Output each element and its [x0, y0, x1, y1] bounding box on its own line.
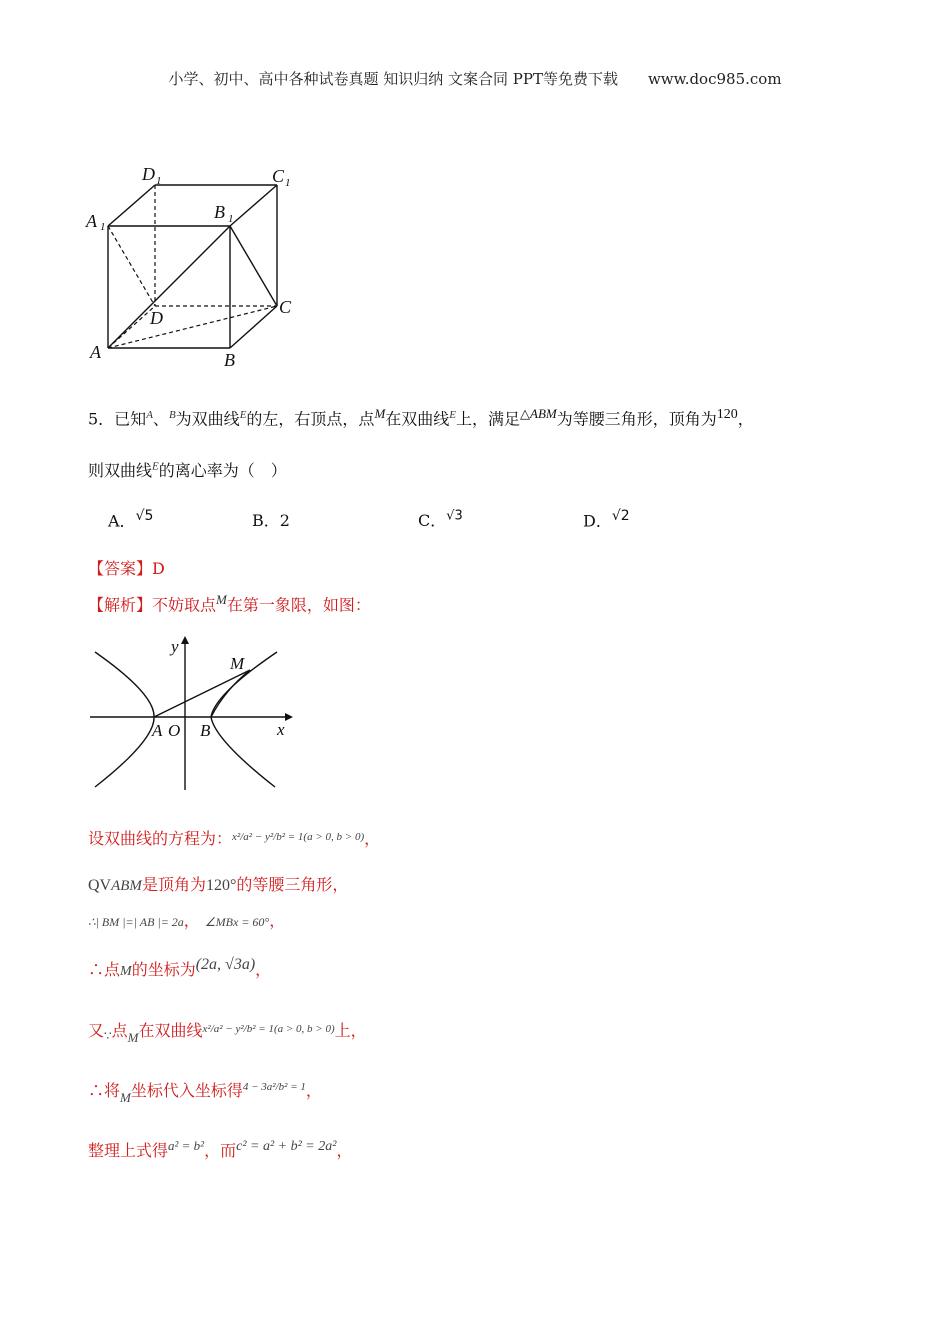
hidden-AC: [108, 306, 277, 348]
label-C1: C: [272, 166, 285, 186]
label-D1-sub: 1: [156, 175, 162, 187]
label-B1-sub: 1: [228, 213, 234, 225]
label-D: D: [150, 308, 163, 328]
hyperbola-figure: [85, 632, 300, 797]
point-label-O: O: [168, 721, 181, 740]
label-D1: D: [142, 164, 155, 184]
label-B1: B: [214, 202, 225, 222]
option-d[interactable]: D．$^{√2}$: [583, 508, 630, 531]
label-A: A: [90, 342, 101, 362]
point-label-A: A: [152, 721, 163, 740]
hidden-A1D: [108, 226, 155, 306]
step-6: ∴将$_M$坐标代入坐标得$^{4 - 3a^2/b^2 = 1}$，: [88, 1081, 322, 1105]
point-label-B: B: [200, 721, 211, 740]
question-line-1: 5．已知$^A$、$^B$为双曲线$^E$的左，右顶点，点$^M$在双曲线$^E$上，满足$^{\triangle ABM}$为等腰三角形，顶角为$^{120}$，: [88, 406, 754, 429]
label-C1-sub: 1: [285, 177, 291, 189]
option-b[interactable]: B．2: [252, 511, 290, 530]
point-label-M: M: [230, 654, 245, 673]
question-line-2: 则双曲线$^E$的离心率为（ ）: [88, 460, 287, 480]
label-A1-sub: 1: [100, 221, 106, 233]
y-axis-arrow: [181, 636, 189, 644]
label-A1: A: [86, 211, 97, 231]
step-7: 整理上式得$^{a^2 = b^2}$，而c² = a² + b² = 2a²，: [88, 1138, 353, 1160]
label-B: B: [224, 350, 235, 370]
step-3: ∴| BM |=| AB |= 2a， ∠MBx = 60°，: [88, 911, 286, 930]
diag-AB1: [108, 226, 230, 348]
x-axis-arrow: [285, 713, 293, 721]
triangle-ABM: △ABM: [520, 406, 557, 421]
step-1: 设双曲线的方程为：$^{x^2/a^2 - y^2/b^2 = 1(a > 0, b > 0)}$，: [88, 829, 381, 848]
answer-line: 【答案】D: [88, 559, 165, 578]
step-2: QVABM是顶角为120°的等腰三角形，: [88, 875, 349, 894]
label-C: C: [279, 297, 292, 317]
axis-label-x: x: [277, 720, 285, 739]
edge-B1C1: [230, 185, 277, 226]
option-a[interactable]: A．$^{√5}$: [108, 508, 154, 531]
analysis-line: 【解析】不妨取点$^M$在第一象限，如图：: [88, 592, 371, 615]
option-c[interactable]: C．$^{√3}$: [418, 508, 463, 530]
step-4: ∴点M的坐标为(2a, √3a)，: [88, 956, 272, 979]
page-header: 小学、初中、高中各种试卷真题 知识归纳 文案合同 PPT等免费下载 www.doc985.com: [168, 70, 782, 88]
cube-figure: [80, 158, 310, 373]
segment-AM: [154, 670, 250, 717]
edge-A1D1: [108, 185, 155, 226]
hyperbola-left-branch: [95, 652, 154, 787]
step-5: 又$_\because$点$_M$在双曲线$^{x^2/a^2 - y^2/b^2 = 1(a > 0, b > 0)}$上，: [88, 1021, 367, 1045]
diag-B1C: [230, 226, 277, 306]
axis-label-y: y: [171, 637, 179, 656]
